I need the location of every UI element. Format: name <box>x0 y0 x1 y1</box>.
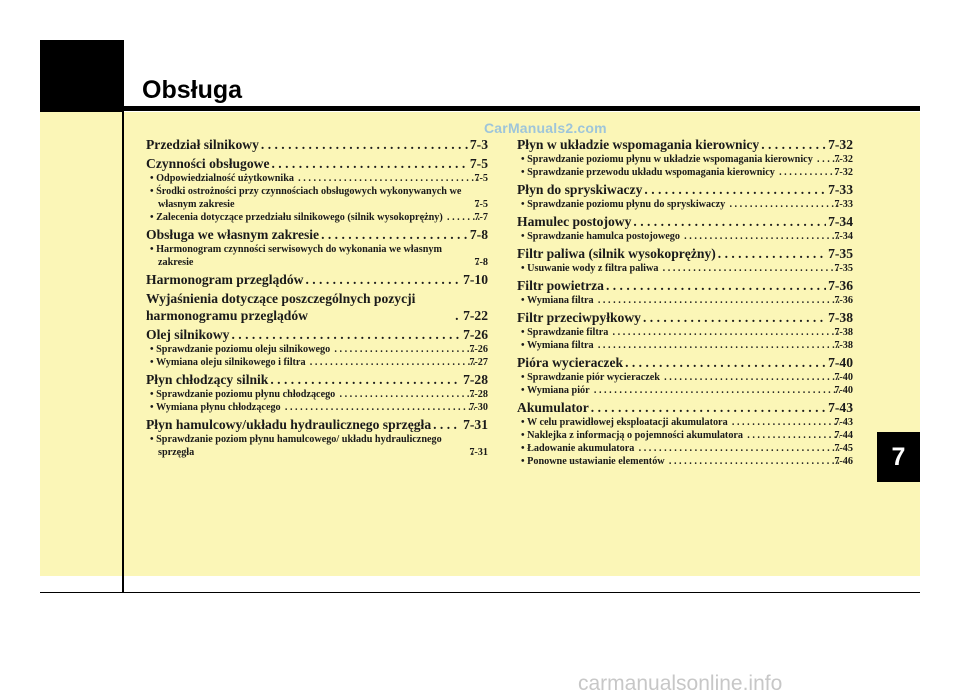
toc-main-item[interactable] <box>517 136 853 153</box>
toc-sub-title-text: W celu prawidłowej eksploatacji akumulatora <box>526 417 728 428</box>
toc-sub-page: 7-38 <box>834 340 853 351</box>
dot-leader <box>433 416 461 433</box>
toc-sub-title: • Ładowanie akumulatora <box>521 443 635 454</box>
toc-main-title: Płyn chłodzący silnik <box>146 372 269 387</box>
toc-sub-list <box>517 230 853 243</box>
dot-leader <box>296 172 480 185</box>
header-rule <box>124 106 920 111</box>
toc-sub-page: 7-36 <box>834 295 853 306</box>
toc-sub-page: 7-5 <box>474 199 488 210</box>
dot-leader <box>625 354 826 371</box>
dot-leader <box>591 399 826 416</box>
toc-sub-page: 7-38 <box>834 327 853 338</box>
header-black-tab <box>40 40 124 112</box>
toc-sub-title: • Wymiana filtra <box>521 295 594 306</box>
toc-sub-title: • Wymiana filtra <box>521 340 594 351</box>
toc-main-page: 7-3 <box>469 137 488 152</box>
toc-sub-title-text: Ładowanie akumulatora <box>527 443 635 454</box>
toc-sub-item[interactable] <box>517 416 853 429</box>
toc-sub-title-text: Wymiana oleju silnikowego i filtra <box>155 357 306 368</box>
dot-leader <box>272 155 468 172</box>
toc-sub-page: 7-7 <box>474 212 488 223</box>
toc-main-title: Harmonogram przeglądów <box>146 272 304 287</box>
toc-main-title: Filtr powietrza <box>517 278 604 293</box>
toc-main-page: 7-40 <box>828 355 853 370</box>
toc-main-item[interactable] <box>517 399 853 416</box>
chapter-tab: 7 <box>877 432 920 482</box>
toc-column-right <box>517 136 853 470</box>
toc-sub-item[interactable] <box>517 153 853 166</box>
toc-sub-item[interactable] <box>517 442 853 455</box>
toc-sub-title-text: Naklejka z informacją o pojemności akumulatora <box>527 430 744 441</box>
dot-leader <box>455 307 461 324</box>
toc-sub-title-text: Wymiana płynu chłodzącego <box>155 402 281 413</box>
toc-entry <box>517 309 853 352</box>
toc-main-title: Przedział silnikowy <box>146 137 259 152</box>
toc-sub-title: • Ponowne ustawianie elementów <box>521 456 665 467</box>
toc-sub-item[interactable] <box>517 326 853 339</box>
toc-entry <box>517 399 853 468</box>
toc-main-page: 7-36 <box>828 278 853 293</box>
dot-leader <box>745 429 840 442</box>
toc-main-title: Płyn hamulcowy/układu hydraulicznego sprzęgła <box>146 417 432 432</box>
toc-sub-list <box>146 433 488 459</box>
toc-sub-item[interactable] <box>517 198 853 211</box>
toc-entry <box>146 136 488 153</box>
dot-leader <box>610 326 840 339</box>
dot-leader <box>596 294 841 307</box>
toc-sub-title: • Wymiana piór <box>521 385 590 396</box>
toc-sub-page: 7-40 <box>834 372 853 383</box>
toc-main-item[interactable] <box>146 136 488 153</box>
toc-sub-title: • Sprawdzanie poziomu płynu chłodzącego <box>150 389 336 400</box>
page-title: Obsługa <box>142 76 243 104</box>
toc-sub-title: • Sprawdzanie piór wycieraczek <box>521 372 660 383</box>
toc-sub-list <box>517 371 853 397</box>
toc-sub-item[interactable] <box>146 185 488 211</box>
toc-sub-item[interactable] <box>517 384 853 397</box>
toc-sub-page: 7-26 <box>469 344 488 355</box>
toc-sub-title: • Wymiana płynu chłodzącego <box>150 402 281 413</box>
dot-leader <box>633 213 826 230</box>
toc-main-page: 7-35 <box>828 246 853 261</box>
toc-main-title: Obsługa we własnym zakresie <box>146 227 320 242</box>
toc-sub-title-text: Usuwanie wody z filtra paliwa <box>527 263 659 274</box>
toc-sub-page: 7-28 <box>469 389 488 400</box>
toc-sub-page: 7-35 <box>834 263 853 274</box>
dot-leader <box>596 339 841 352</box>
toc-main-page: 7-10 <box>463 272 488 287</box>
dot-leader <box>231 326 461 343</box>
toc-main-title: Płyn do spryskiwaczy <box>517 182 643 197</box>
toc-main-item[interactable] <box>517 309 853 326</box>
toc-entry <box>517 277 853 307</box>
toc-main-item[interactable] <box>146 155 488 172</box>
toc-sub-page: 7-32 <box>834 167 853 178</box>
toc-main-item[interactable] <box>146 271 488 288</box>
toc-main-item[interactable] <box>146 416 488 433</box>
toc-sub-list <box>146 343 488 369</box>
toc-sub-page: 7-43 <box>834 417 853 428</box>
toc-sub-title: • Harmonogram czynności serwisowych do wykonania we własnym zakresie <box>150 244 442 268</box>
toc-sub-list <box>517 153 853 179</box>
toc-entry <box>146 271 488 288</box>
toc-sub-title-text: Sprawdzanie poziom płynu hamulcowego/ układu hydraulicznego sprzęgła <box>156 434 442 458</box>
toc-sub-title: • Naklejka z informacją o pojemności akumulatora <box>521 430 744 441</box>
dot-leader <box>777 166 840 179</box>
toc-main-title: Akumulator <box>517 400 589 415</box>
toc-sub-title-text: Wymiana piór <box>526 385 590 396</box>
toc-main-title: Filtr przeciwpyłkowy <box>517 310 641 325</box>
toc-main-title: Filtr paliwa (silnik wysokoprężny) <box>517 246 716 261</box>
toc-entry <box>517 181 853 211</box>
toc-sub-list <box>517 262 853 275</box>
toc-main-item[interactable] <box>146 326 488 343</box>
watermark-bottom: carmanualsonline.info <box>578 672 783 695</box>
dot-leader <box>761 136 826 153</box>
toc-sub-title-text: Sprawdzanie poziomu płynu w układzie wspomagania kierownicy <box>527 154 813 165</box>
toc-main-page: 7-32 <box>828 137 853 152</box>
toc-sub-page: 7-8 <box>474 257 488 268</box>
toc-sub-title-text: Sprawdzanie hamulca postojowego <box>527 231 680 242</box>
toc-sub-item[interactable] <box>146 401 488 414</box>
dot-leader <box>636 442 840 455</box>
toc-sub-page: 7-30 <box>469 402 488 413</box>
toc-sub-page: 7-45 <box>834 443 853 454</box>
toc-entry <box>517 354 853 397</box>
toc-entry <box>146 226 488 269</box>
toc-sub-item[interactable] <box>146 243 488 269</box>
toc-main-item[interactable] <box>146 290 488 324</box>
toc-entry <box>517 136 853 179</box>
dot-leader <box>682 230 840 243</box>
toc-sub-page: 7-40 <box>834 385 853 396</box>
toc-sub-title-text: Harmonogram czynności serwisowych do wykonania we własnym zakresie <box>156 244 442 268</box>
toc-main-page: 7-5 <box>469 156 488 171</box>
toc-sub-list <box>146 172 488 224</box>
toc-entry <box>146 416 488 459</box>
toc-main-page: 7-34 <box>828 214 853 229</box>
toc-main-page: 7-8 <box>469 227 488 242</box>
toc-main-item[interactable] <box>146 226 488 243</box>
toc-sub-title-text: Sprawdzanie przewodu układu wspomagania kierownicy <box>527 167 775 178</box>
dot-leader <box>718 245 826 262</box>
toc-main-title: Pióra wycieraczek <box>517 355 624 370</box>
toc-sub-title-text: Sprawdzanie poziomu płynu do spryskiwaczy <box>527 199 726 210</box>
toc-sub-item[interactable] <box>146 172 488 185</box>
toc-sub-item[interactable] <box>517 455 853 468</box>
dot-leader <box>660 262 840 275</box>
toc-sub-page: 7-34 <box>834 231 853 242</box>
toc-entry <box>146 326 488 369</box>
toc-sub-title-text: Odpowiedzialność użytkownika <box>156 173 294 184</box>
toc-main-page: 7-22 <box>463 308 488 323</box>
toc-sub-page: 7-31 <box>469 447 488 458</box>
toc-sub-list <box>146 243 488 269</box>
toc-sub-title: • Zalecenia dotyczące przedziału silnikowego (silnik wysokoprężny) <box>150 212 443 223</box>
dot-leader <box>606 277 826 294</box>
toc-main-item[interactable] <box>517 213 853 230</box>
toc-sub-title: • Sprawdzanie poziomu oleju silnikowego <box>150 344 331 355</box>
toc-entry <box>146 290 488 324</box>
watermark-top: CarManuals2.com <box>484 120 607 136</box>
toc-sub-page: 7-32 <box>834 154 853 165</box>
dot-leader <box>644 181 826 198</box>
dot-leader <box>305 271 461 288</box>
toc-sub-item[interactable] <box>517 166 853 179</box>
dot-leader <box>261 136 468 153</box>
toc-main-title: Olej silnikowy <box>146 327 230 342</box>
dot-leader <box>337 388 475 401</box>
toc-entry <box>146 371 488 414</box>
toc-main-page: 7-31 <box>463 417 488 432</box>
toc-sub-item[interactable] <box>517 230 853 243</box>
toc-sub-title-text: Ponowne ustawianie elementów <box>527 456 665 467</box>
dot-leader <box>270 371 461 388</box>
toc-sub-page: 7-33 <box>834 199 853 210</box>
toc-sub-title: • Sprawdzanie przewodu układu wspomagania kierownicy <box>521 167 775 178</box>
toc-main-title: Wyjaśnienia dotyczące poszczególnych pozycji harmonogramu przeglądów <box>146 291 416 323</box>
toc-sub-title-text: Sprawdzanie poziomu płynu chłodzącego <box>156 389 336 400</box>
dot-leader <box>643 309 826 326</box>
side-rule <box>122 112 124 592</box>
toc-main-title: Hamulec postojowy <box>517 214 632 229</box>
toc-sub-title: • Odpowiedzialność użytkownika <box>150 173 294 184</box>
dot-leader <box>662 371 840 384</box>
toc-sub-item[interactable] <box>517 371 853 384</box>
toc-main-page: 7-38 <box>828 310 853 325</box>
toc-sub-title-text: Sprawdzanie poziomu oleju silnikowego <box>156 344 331 355</box>
toc-entry <box>517 245 853 275</box>
toc-entry <box>517 213 853 243</box>
toc-sub-title-text: Wymiana filtra <box>526 340 594 351</box>
toc-sub-item[interactable] <box>517 429 853 442</box>
toc-main-page: 7-26 <box>463 327 488 342</box>
toc-sub-title: • Wymiana oleju silnikowego i filtra <box>150 357 306 368</box>
toc-sub-item[interactable] <box>146 356 488 369</box>
toc-main-item[interactable] <box>517 181 853 198</box>
toc-main-item[interactable] <box>517 277 853 294</box>
toc-sub-title: • Sprawdzanie poziom płynu hamulcowego/ układu hydraulicznego sprzęgła <box>150 434 442 458</box>
toc-sub-item[interactable] <box>146 388 488 401</box>
toc-sub-list <box>517 198 853 211</box>
toc-sub-title-text: Sprawdzanie filtra <box>527 327 609 338</box>
toc-entry <box>146 155 488 224</box>
toc-sub-item[interactable] <box>146 211 488 224</box>
dot-leader <box>727 198 840 211</box>
dot-leader <box>730 416 841 429</box>
toc-sub-item[interactable] <box>517 339 853 352</box>
toc-sub-page: 7-46 <box>834 456 853 467</box>
dot-leader <box>283 401 476 414</box>
toc-main-page: 7-33 <box>828 182 853 197</box>
toc-sub-item[interactable] <box>146 343 488 356</box>
toc-sub-page: 7-27 <box>469 357 488 368</box>
toc-sub-list <box>517 416 853 468</box>
toc-main-page: 7-43 <box>828 400 853 415</box>
toc-main-item[interactable] <box>517 245 853 262</box>
toc-sub-title: • W celu prawidłowej eksploatacji akumulatora <box>521 417 728 428</box>
toc-sub-title: • Sprawdzanie hamulca postojowego <box>521 231 680 242</box>
toc-sub-title: • Środki ostrożności przy czynnościach obsługowych wykonywanych we własnym zakresie <box>150 186 462 210</box>
toc-sub-title-text: Zalecenia dotyczące przedziału silnikowego (silnik wysokoprężny) <box>156 212 443 223</box>
toc-sub-list <box>517 326 853 352</box>
toc-main-title: Czynności obsługowe <box>146 156 270 171</box>
toc-sub-item[interactable] <box>146 433 488 459</box>
toc-main-item[interactable] <box>146 371 488 388</box>
toc-sub-title: • Sprawdzanie filtra <box>521 327 609 338</box>
toc-main-item[interactable] <box>517 354 853 371</box>
toc-sub-list <box>517 294 853 307</box>
toc-sub-list <box>146 388 488 414</box>
toc-sub-title: • Sprawdzanie poziomu płynu do spryskiwaczy <box>521 199 726 210</box>
dot-leader <box>321 226 468 243</box>
toc-sub-page: 7-5 <box>474 173 488 184</box>
toc-main-page: 7-28 <box>463 372 488 387</box>
toc-sub-title: • Sprawdzanie poziomu płynu w układzie wspomagania kierownicy <box>521 154 813 165</box>
toc-sub-title: • Usuwanie wody z filtra paliwa <box>521 263 659 274</box>
toc-sub-page: 7-44 <box>834 430 853 441</box>
dot-leader <box>667 455 841 468</box>
toc-sub-title-text: Sprawdzanie piór wycieraczek <box>527 372 660 383</box>
toc-sub-item[interactable] <box>517 294 853 307</box>
dot-leader <box>592 384 841 397</box>
toc-sub-item[interactable] <box>517 262 853 275</box>
bottom-rule <box>40 592 920 593</box>
toc-column-left <box>146 136 488 461</box>
toc-sub-title-text: Środki ostrożności przy czynnościach obsługowych wykonywanych we własnym zakresie <box>156 186 462 210</box>
toc-sub-title-text: Wymiana filtra <box>526 295 594 306</box>
dot-leader <box>332 343 475 356</box>
dot-leader <box>308 356 476 369</box>
toc-main-title: Płyn w układzie wspomagania kierownicy <box>517 137 760 152</box>
